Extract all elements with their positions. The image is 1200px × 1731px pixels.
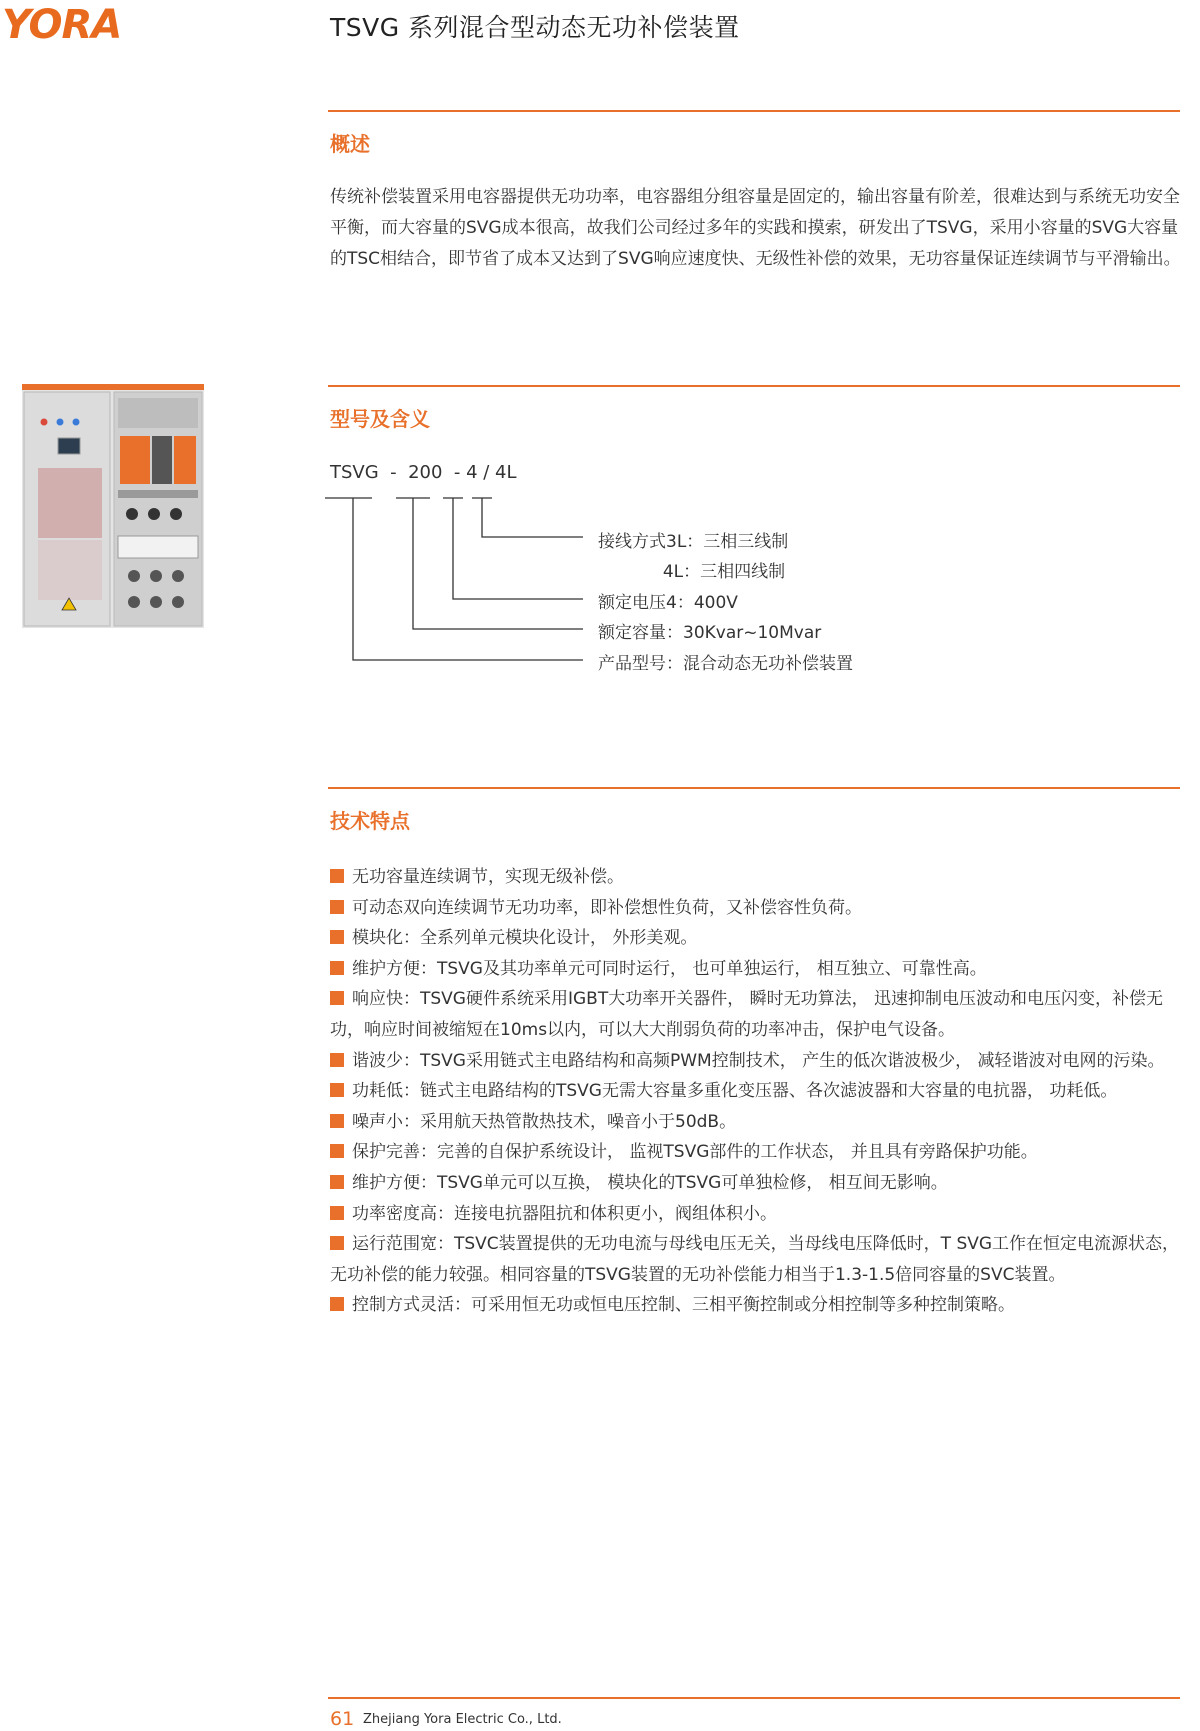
feature-item (330, 1229, 1182, 1290)
section-divider (328, 110, 1180, 112)
feature-item (330, 954, 1182, 985)
section-divider (328, 787, 1180, 789)
page-number: 61 (330, 1708, 355, 1730)
feature-item (330, 923, 1182, 954)
feature-text: 维护方便：TSVG及其功率单元可同时运行， 也可单独运行， 相互独立、可靠性高。 (352, 958, 987, 979)
feature-item (330, 1199, 1182, 1230)
feature-text: 响应快：TSVG硬件系统采用IGBT大功率开关器件， 瞬时无功算法， 迅速抑制电压波动和电压闪变，补偿无功，响应时间被缩短在10ms以内，可以大大削弱负荷的功率冲击，保护电气设备。 (330, 989, 1164, 1040)
model-code: TSVG - 200 - 4 / 4L (330, 462, 517, 483)
footer-divider (328, 1697, 1180, 1699)
footer-company-name: Zhejiang Yora Electric Co., Ltd. (363, 1712, 562, 1727)
feature-text: 维护方便：TSVG单元可以互换， 模块化的TSVG可单独检修， 相互间无影响。 (352, 1172, 948, 1193)
bullet-square-icon (330, 869, 344, 883)
feature-item (330, 1290, 1182, 1321)
bullet-square-icon (330, 1114, 344, 1128)
feature-text: 控制方式灵活：可采用恒无功或恒电压控制、三相平衡控制或分相控制等多种控制策略。 (352, 1295, 1015, 1316)
feature-text: 功率密度高：连接电抗器阻抗和体积更小，阀组体积小。 (352, 1203, 777, 1224)
feature-item (330, 1076, 1182, 1107)
section-heading-model: 型号及含义 (330, 407, 430, 431)
model-bracket-diagram (320, 495, 620, 670)
feature-text: 可动态双向连续调节无功功率，即补偿想性负荷，又补偿容性负荷。 (352, 897, 862, 918)
feature-text: 保护完善：完善的自保护系统设计， 监视TSVG部件的工作状态， 并且具有旁路保护功能。 (352, 1142, 1038, 1163)
feature-item (330, 862, 1182, 893)
feature-list (330, 862, 1182, 1321)
bullet-square-icon (330, 930, 344, 944)
bullet-square-icon (330, 961, 344, 975)
model-row-product: 产品型号：混合动态无功补偿装置 (598, 654, 853, 674)
feature-text: 谐波少：TSVG采用链式主电路结构和高频PWM控制技术， 产生的低次谐波极少， 减轻谐波对电网的污染。 (352, 1050, 1165, 1071)
bullet-square-icon (330, 1206, 344, 1220)
overview-paragraph: 传统补偿装置采用电容器提供无功功率，电容器组分组容量是固定的，输出容量有阶差，很难达到与系统无功安全平衡，而大容量的SVG成本很高，故我们公司经过多年的实践和摸索，研发出了TSVG，采用小容量的SVG大容量的TSC相结合，即节省了成本又达到了SVG响应速度快、无级性补偿的效果，无功容量保证连续调节与平滑输出。 (330, 187, 1181, 269)
bullet-square-icon (330, 1236, 344, 1250)
bullet-square-icon (330, 1083, 344, 1097)
company-logo: YORA (2, 2, 122, 48)
feature-item (330, 984, 1182, 1045)
feature-item (330, 893, 1182, 924)
feature-item (330, 1137, 1182, 1168)
feature-item (330, 1046, 1182, 1077)
page-title: TSVG 系列混合型动态无功补偿装置 (330, 13, 740, 42)
model-row-wiring-4l: 4L：三相四线制 (598, 562, 786, 582)
bullet-square-icon (330, 1144, 344, 1158)
section-divider (328, 385, 1180, 387)
bullet-square-icon (330, 1175, 344, 1189)
model-row-capacity: 额定容量：30Kvar~10Mvar (598, 623, 822, 643)
feature-text: 功耗低：链式主电路结构的TSVG无需大容量多重化变压器、各次滤波器和大容量的电抗器， 功耗低。 (352, 1081, 1118, 1102)
feature-text: 无功容量连续调节，实现无级补偿。 (352, 867, 624, 887)
cabinet-photo (22, 384, 204, 628)
bullet-square-icon (330, 900, 344, 914)
model-row-wiring: 接线方式3L：三相三线制 (598, 532, 789, 552)
model-row-voltage: 额定电压4：400V (598, 593, 738, 613)
bullet-square-icon (330, 1297, 344, 1311)
feature-text: 模块化：全系列单元模块化设计， 外形美观。 (352, 928, 698, 949)
feature-item (330, 1168, 1182, 1199)
section-heading-overview: 概述 (330, 132, 370, 156)
bullet-square-icon (330, 991, 344, 1005)
feature-text: 运行范围宽：TSVC装置提供的无功电流与母线电压无关，当母线电压降低时，T SVG工作在恒定电流源状态，无功补偿的能力较强。相同容量的TSVG装置的无功补偿能力相当于1.3-1.5倍同容量的SVC装置。 (330, 1234, 1180, 1285)
bullet-square-icon (330, 1053, 344, 1067)
section-heading-features: 技术特点 (330, 809, 410, 833)
feature-text: 噪声小：采用航天热管散热技术，噪音小于50dB。 (352, 1111, 737, 1132)
feature-item (330, 1107, 1182, 1138)
